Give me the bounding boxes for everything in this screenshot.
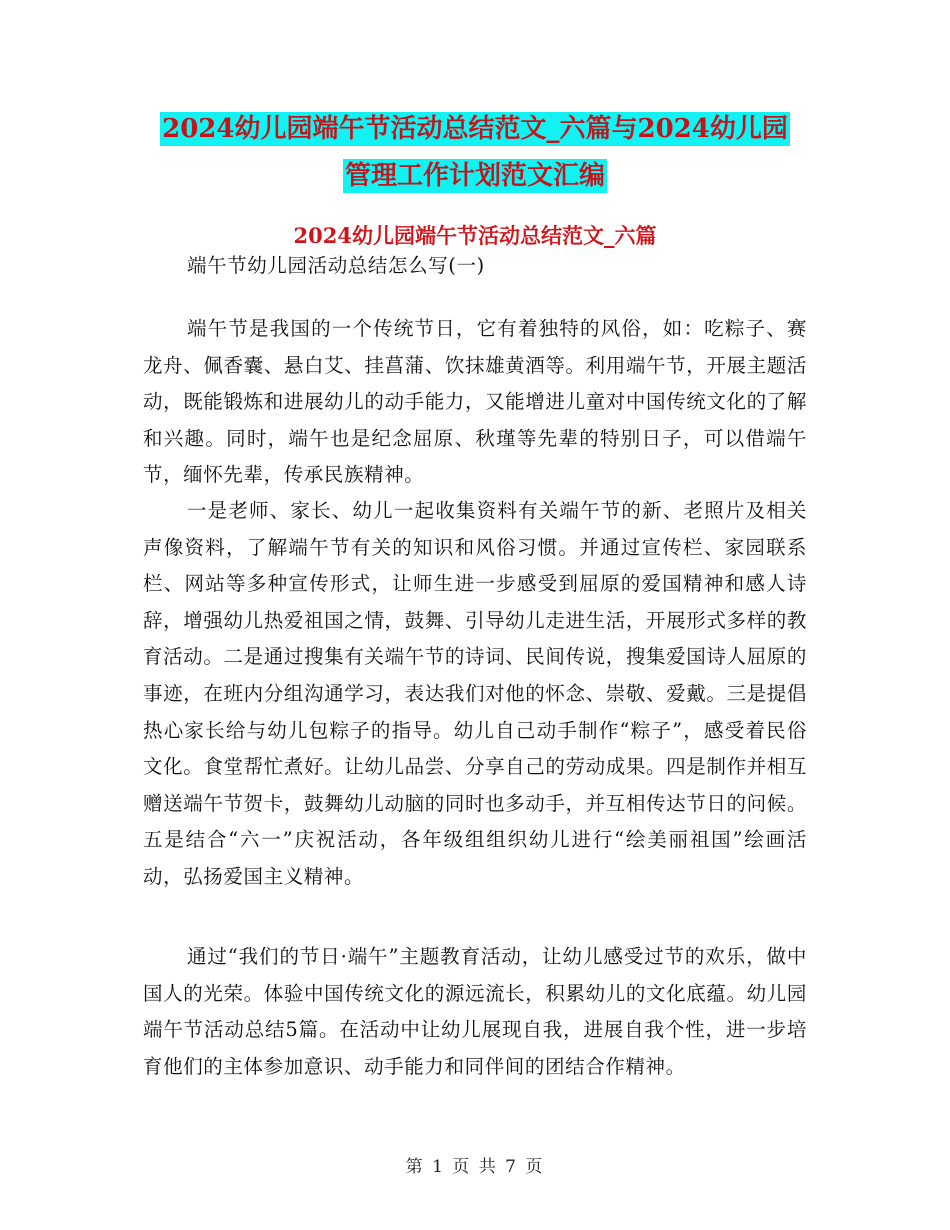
paragraph: 端午节是我国的一个传统节日，它有着独特的风俗，如：吃粽子、赛龙舟、佩香囊、悬白艾、挂菖蒲、饮抹雄黄酒等。利用端午节，开展主题活动，既能锻炼和进展幼儿的动手能力，又能增进儿童对中国传统文化的了解和兴趣。同时，端午也是纪念屈原、秋瑾等先辈的特别日子，可以借端午节，缅怀先辈，传承民族精神。 bbox=[143, 317, 807, 487]
paragraph: 一是老师、家长、幼儿一起收集资料有关端午节的新、老照片及相关声像资料，了解端午节有关的知识和风俗习惯。并通过宣传栏、家园联系栏、网站等多种宣传形式，让师生进一步感受到屈原的爱国精神和感人诗辞，增强幼儿热爱祖国之情，鼓舞、引导幼儿走进生活，开展形式多样的教育活动。二是通过搜集有关端午节的诗词、民间传说，搜集爱国诗人屈原的事迹，在班内分组沟通学习，表达我们对他的怀念、崇敬、爱戴。三是提倡热心家长给与幼儿包粽子的指导。幼儿自己动手制作“粽子”，感受着民俗文化。食堂帮忙煮好。让幼儿品尝、分享自己的劳动成果。四是制作并相互赠送端午节贺卡，鼓舞幼儿动脑的同时也多动手，并互相传达节日的问候。五是结合“六一”庆祝活动，各年级组组织幼儿进行“绘美丽祖国”绘画活动，弘扬爱国主义精神。 bbox=[143, 499, 807, 888]
page-footer: 第 1 页 共 7 页 bbox=[405, 1157, 545, 1177]
title-highlight: 管理工作计划范文汇编 bbox=[344, 161, 605, 191]
subheading: 端午节幼儿园活动总结怎么写(一) bbox=[187, 254, 485, 277]
document-title-line-1 bbox=[140, 104, 810, 154]
section-title: 2024幼儿园端午节活动总结范文_六篇 bbox=[293, 223, 657, 248]
document-title-line-2 bbox=[140, 151, 810, 201]
title-highlight: 2024幼儿园端午节活动总结范文_六篇与2024幼儿园 bbox=[162, 114, 788, 144]
paragraph: 通过“我们的节日·端午”主题教育活动，让幼儿感受过节的欢乐，做中国人的光荣。体验中国传统文化的源远流长，积累幼儿的文化底蕴。幼儿园端午节活动总结5篇。在活动中让幼儿展现自我，进展自我个性，进一步培育他们的主体参加意识、动手能力和同伴间的团结合作精神。 bbox=[143, 945, 807, 1078]
